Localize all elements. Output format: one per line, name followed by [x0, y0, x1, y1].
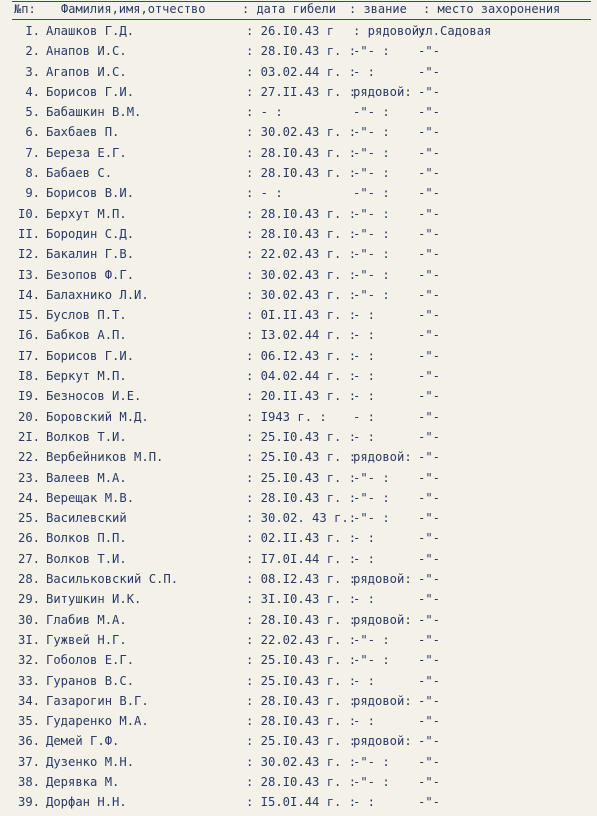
row-rank: - :: [353, 714, 376, 729]
table-row: [0, 349, 597, 369]
row-burial-place: -"-: [418, 734, 441, 749]
table-row: [0, 592, 597, 612]
row-rank: - :: [353, 592, 376, 607]
row-rank: - :: [353, 795, 376, 810]
row-death-date: : 28.I0.43 г. :: [246, 612, 357, 627]
table-row: [0, 268, 597, 288]
table-row: [0, 511, 597, 531]
row-full-name: Василевский: [46, 511, 127, 526]
row-rank: -"- :: [353, 186, 390, 201]
table-row: [0, 552, 597, 572]
row-rank: -"- :: [353, 267, 390, 282]
table-row: [0, 227, 597, 247]
row-rank: -"- :: [353, 774, 390, 789]
row-full-name: Дерявка М.: [46, 774, 120, 789]
row-number: 20.: [17, 409, 40, 424]
row-rank: - :: [353, 369, 376, 384]
table-row: [0, 410, 597, 430]
row-full-name: Бахбаев П.: [46, 125, 120, 140]
row-rank: -"- :: [353, 44, 390, 59]
row-full-name: Безноcов И.Е.: [46, 389, 142, 404]
row-death-date: : 04.02.44 г. :: [246, 369, 357, 384]
row-number: 33.: [17, 673, 40, 688]
row-death-date: : 28.I0.43 г. :: [246, 490, 357, 505]
row-death-date: : 20.II.43 г. :: [246, 389, 357, 404]
row-burial-place: -"-: [418, 105, 441, 120]
row-rank: -"- :: [353, 653, 390, 668]
row-full-name: Бородин С.Д.: [46, 226, 135, 241]
table-row: [0, 775, 597, 795]
row-number: 4.: [25, 84, 40, 99]
row-number: 37.: [17, 754, 40, 769]
row-number: 34.: [17, 693, 40, 708]
row-death-date: : I943 г. :: [246, 409, 327, 424]
table-row: [0, 734, 597, 754]
row-number: I5.: [17, 308, 40, 323]
row-number: I.: [25, 24, 40, 38]
row-death-date: : 22.02.43 г. :: [246, 632, 357, 647]
row-burial-place: -"-: [418, 592, 441, 607]
row-death-date: : 25.I0.43 г. :: [246, 450, 357, 465]
row-rank: -"- :: [353, 754, 390, 769]
row-death-date: : 25.I0.43 г. :: [246, 734, 357, 749]
row-rank: - :: [353, 328, 376, 343]
table-row: [0, 24, 597, 44]
row-burial-place: -"-: [418, 653, 441, 668]
row-burial-place: -"-: [418, 754, 441, 769]
table-row: [0, 207, 597, 227]
row-death-date: : 27.II.43 г. :: [246, 84, 357, 99]
row-full-name: Беркут М.П.: [46, 369, 127, 384]
row-rank: - :: [353, 531, 376, 546]
row-number: I7.: [17, 348, 40, 363]
row-full-name: Буслов П.Т.: [46, 308, 127, 323]
row-rank: -"- :: [353, 632, 390, 647]
row-burial-place: -"-: [418, 572, 441, 587]
row-full-name: Бабков А.П.: [46, 328, 127, 343]
row-death-date: : 02.II.43 г. :: [246, 531, 357, 546]
row-death-date: : 06.I2.43 г. :: [246, 348, 357, 363]
row-rank: - :: [353, 673, 376, 688]
row-number: 2.: [25, 44, 40, 59]
row-rank: -"- :: [353, 145, 390, 160]
row-number: 30.: [17, 612, 40, 627]
row-death-date: : 28.I0.43 г. :: [246, 145, 357, 160]
row-full-name: Волков П.П.: [46, 531, 127, 546]
row-rank: - :: [353, 308, 376, 323]
row-burial-place: -"-: [418, 531, 441, 546]
record-list: [0, 24, 597, 816]
table-row: [0, 471, 597, 491]
row-full-name: Гужвей Н.Г.: [46, 632, 127, 647]
row-burial-place: -"-: [418, 247, 441, 262]
row-death-date: : 25.I0.43 г. :: [246, 429, 357, 444]
row-full-name: Борисов В.И.: [46, 186, 135, 201]
row-number: 28.: [17, 572, 40, 587]
row-rank: рядовой:: [353, 450, 412, 465]
row-burial-place: -"-: [418, 64, 441, 79]
row-burial-place: -"-: [418, 328, 441, 343]
row-burial-place: -"-: [418, 774, 441, 789]
header-rank: : звание: [349, 2, 407, 16]
row-burial-place: -"-: [418, 612, 441, 627]
table-row: [0, 572, 597, 592]
row-full-name: Алашков Г.Д.: [46, 24, 135, 38]
row-death-date: : 26.I0.43 г: [246, 24, 335, 38]
table-row: [0, 491, 597, 511]
table-row: [0, 105, 597, 125]
row-number: 3I.: [17, 632, 40, 647]
row-full-name: Гуранов В.С.: [46, 673, 135, 688]
table-row: [0, 755, 597, 775]
row-death-date: : 25.I0.43 г. :: [246, 470, 357, 485]
row-burial-place: -"-: [418, 308, 441, 323]
row-full-name: Демей Г.Ф.: [46, 734, 120, 749]
row-number: 26.: [17, 531, 40, 546]
row-number: 22.: [17, 450, 40, 465]
row-number: 27.: [17, 551, 40, 566]
table-row: [0, 328, 597, 348]
row-death-date: : 08.I2.43 г. :: [246, 572, 357, 587]
header-burial-place: : место захоронения: [423, 2, 561, 16]
row-burial-place: -"-: [418, 44, 441, 59]
row-number: 38.: [17, 774, 40, 789]
row-rank: - :: [353, 348, 376, 363]
row-full-name: Бабашкин В.М.: [46, 105, 142, 120]
row-number: 32.: [17, 653, 40, 668]
row-rank: -"- :: [353, 287, 390, 302]
row-full-name: Вербейников М.П.: [46, 450, 164, 465]
row-rank: - :: [353, 551, 376, 566]
table-row: [0, 186, 597, 206]
row-burial-place: -"-: [418, 632, 441, 647]
table-row: [0, 430, 597, 450]
row-number: I4.: [17, 287, 40, 302]
row-burial-place: -"-: [418, 409, 441, 424]
row-burial-place: -"-: [418, 551, 441, 566]
row-number: 23.: [17, 470, 40, 485]
row-burial-place: -"-: [418, 287, 441, 302]
header-bottom-rule: [12, 19, 591, 20]
row-burial-place: -"-: [418, 490, 441, 505]
row-full-name: Волков Т.И.: [46, 551, 127, 566]
row-rank: рядовой:: [353, 734, 412, 749]
row-full-name: Берхут М.П.: [46, 206, 127, 221]
row-death-date: : 30.02. 43 г.:: [246, 511, 357, 526]
row-burial-place: -"-: [418, 369, 441, 384]
row-rank: - :: [353, 409, 376, 424]
row-rank: - :: [353, 389, 376, 404]
row-death-date: : 3I.I0.43 г. :: [246, 592, 357, 607]
row-death-date: : 28.I0.43 г. :: [246, 774, 357, 789]
row-burial-place: -"-: [418, 166, 441, 181]
row-number: I2.: [17, 247, 40, 262]
row-death-date: : 28.I0.43 г. :: [246, 44, 357, 59]
row-full-name: Безопов Ф.Г.: [46, 267, 135, 282]
row-number: 35.: [17, 714, 40, 729]
table-row: [0, 674, 597, 694]
row-burial-place: -"-: [418, 145, 441, 160]
row-number: I6.: [17, 328, 40, 343]
header-number: №п:: [14, 2, 36, 16]
row-number: 6.: [25, 125, 40, 140]
row-full-name: Витушкин И.К.: [46, 592, 142, 607]
row-number: 9.: [25, 186, 40, 201]
row-burial-place: ул.Садовая: [418, 24, 492, 38]
row-full-name: Дузенко М.Н.: [46, 754, 135, 769]
table-row: [0, 694, 597, 714]
row-burial-place: -"-: [418, 125, 441, 140]
row-rank: -"- :: [353, 105, 390, 120]
row-number: 36.: [17, 734, 40, 749]
table-row: [0, 369, 597, 389]
row-burial-place: -"-: [418, 511, 441, 526]
row-burial-place: -"-: [418, 206, 441, 221]
table-row: [0, 308, 597, 328]
row-number: I3.: [17, 267, 40, 282]
row-full-name: Борисов Г.И.: [46, 84, 135, 99]
row-rank: -"- :: [353, 511, 390, 526]
row-full-name: Газарогин В.Г.: [46, 693, 149, 708]
row-burial-place: -"-: [418, 450, 441, 465]
row-death-date: : 0I.II.43 г. :: [246, 308, 357, 323]
row-rank: -"- :: [353, 490, 390, 505]
table-row: [0, 247, 597, 267]
row-rank: рядовой:: [353, 84, 412, 99]
row-number: 5.: [25, 105, 40, 120]
table-row: [0, 653, 597, 673]
row-number: 39.: [17, 795, 40, 810]
row-rank: -"- :: [353, 470, 390, 485]
table-row: [0, 714, 597, 734]
row-death-date: : 28.I0.43 г. :: [246, 206, 357, 221]
header-death-date: : дата гибели: [242, 2, 336, 16]
table-row: [0, 85, 597, 105]
row-death-date: : 25.I0.43 г. :: [246, 673, 357, 688]
row-full-name: Валеев М.А.: [46, 470, 127, 485]
row-number: 25.: [17, 511, 40, 526]
row-death-date: : I7.0I.44 г. :: [246, 551, 357, 566]
row-number: I0.: [17, 206, 40, 221]
row-rank: : рядовой:: [353, 24, 427, 38]
row-burial-place: -"-: [418, 186, 441, 201]
row-number: 7.: [25, 145, 40, 160]
row-rank: -"- :: [353, 226, 390, 241]
row-death-date: : 03.02.44 г. :: [246, 64, 357, 79]
row-burial-place: -"-: [418, 693, 441, 708]
row-burial-place: -"-: [418, 84, 441, 99]
row-death-date: : 25.I0.43 г. :: [246, 653, 357, 668]
row-death-date: : 28.I0.43 г. :: [246, 166, 357, 181]
row-death-date: : 30.02.43 г. :: [246, 287, 357, 302]
row-number: II.: [17, 226, 40, 241]
row-full-name: Анапов И.С.: [46, 44, 127, 59]
table-row: [0, 44, 597, 64]
row-death-date: : I5.0I.44 г. :: [246, 795, 357, 810]
row-burial-place: -"-: [418, 429, 441, 444]
row-death-date: : 30.02.43 г. :: [246, 267, 357, 282]
row-full-name: Балахнико Л.И.: [46, 287, 149, 302]
row-number: 3.: [25, 64, 40, 79]
row-full-name: Васильковский С.П.: [46, 572, 179, 587]
row-full-name: Гоболов Е.Г.: [46, 653, 135, 668]
row-number: 2I.: [17, 429, 40, 444]
row-rank: -"- :: [353, 206, 390, 221]
row-death-date: : 30.02.43 г. :: [246, 125, 357, 140]
table-row: [0, 288, 597, 308]
table-header: [14, 2, 591, 20]
row-death-date: : - :: [246, 186, 283, 201]
row-burial-place: -"-: [418, 389, 441, 404]
row-full-name: Дорфан Н.Н.: [46, 795, 127, 810]
row-death-date: : - :: [246, 105, 283, 120]
table-row: [0, 166, 597, 186]
row-full-name: Бабаев С.: [46, 166, 113, 181]
table-row: [0, 146, 597, 166]
table-row: [0, 633, 597, 653]
table-row: [0, 389, 597, 409]
row-rank: - :: [353, 429, 376, 444]
row-number: 29.: [17, 592, 40, 607]
row-number: I8.: [17, 369, 40, 384]
header-full-name: Фамилия,имя,отчество: [61, 2, 206, 16]
row-full-name: Бакалин Г.В.: [46, 247, 135, 262]
row-death-date: : 28.I0.43 г. :: [246, 226, 357, 241]
table-row: [0, 613, 597, 633]
row-rank: рядовой:: [353, 612, 412, 627]
row-full-name: Борисов Г.И.: [46, 348, 135, 363]
row-rank: - :: [353, 64, 376, 79]
row-full-name: Волков Т.И.: [46, 429, 127, 444]
row-burial-place: -"-: [418, 795, 441, 810]
table-row: [0, 125, 597, 145]
row-burial-place: -"-: [418, 267, 441, 282]
row-burial-place: -"-: [418, 226, 441, 241]
row-full-name: Гударенко М.А.: [46, 714, 149, 729]
row-rank: -"- :: [353, 166, 390, 181]
row-rank: рядовой:: [353, 572, 412, 587]
row-rank: -"- :: [353, 247, 390, 262]
row-full-name: Боровский М.Д.: [46, 409, 149, 424]
table-row: [0, 65, 597, 85]
row-number: 24.: [17, 490, 40, 505]
row-full-name: Агапов И.С.: [46, 64, 127, 79]
table-row: [0, 450, 597, 470]
row-death-date: : 28.I0.43 г. :: [246, 714, 357, 729]
row-burial-place: -"-: [418, 673, 441, 688]
row-rank: -"- :: [353, 125, 390, 140]
table-row: [0, 795, 597, 815]
table-row: [0, 531, 597, 551]
row-full-name: Глабив М.А.: [46, 612, 127, 627]
row-full-name: Верещак М.В.: [46, 490, 135, 505]
row-burial-place: -"-: [418, 470, 441, 485]
row-full-name: Береза Е.Г.: [46, 145, 127, 160]
row-rank: рядовой:: [353, 693, 412, 708]
row-death-date: : 28.I0.43 г. :: [246, 693, 357, 708]
row-death-date: : 30.02.43 г. :: [246, 754, 357, 769]
row-burial-place: -"-: [418, 714, 441, 729]
row-burial-place: -"-: [418, 348, 441, 363]
row-death-date: : 22.02.43 г. :: [246, 247, 357, 262]
row-death-date: : I3.02.44 г. :: [246, 328, 357, 343]
row-number: 8.: [25, 166, 40, 181]
row-number: I9.: [17, 389, 40, 404]
